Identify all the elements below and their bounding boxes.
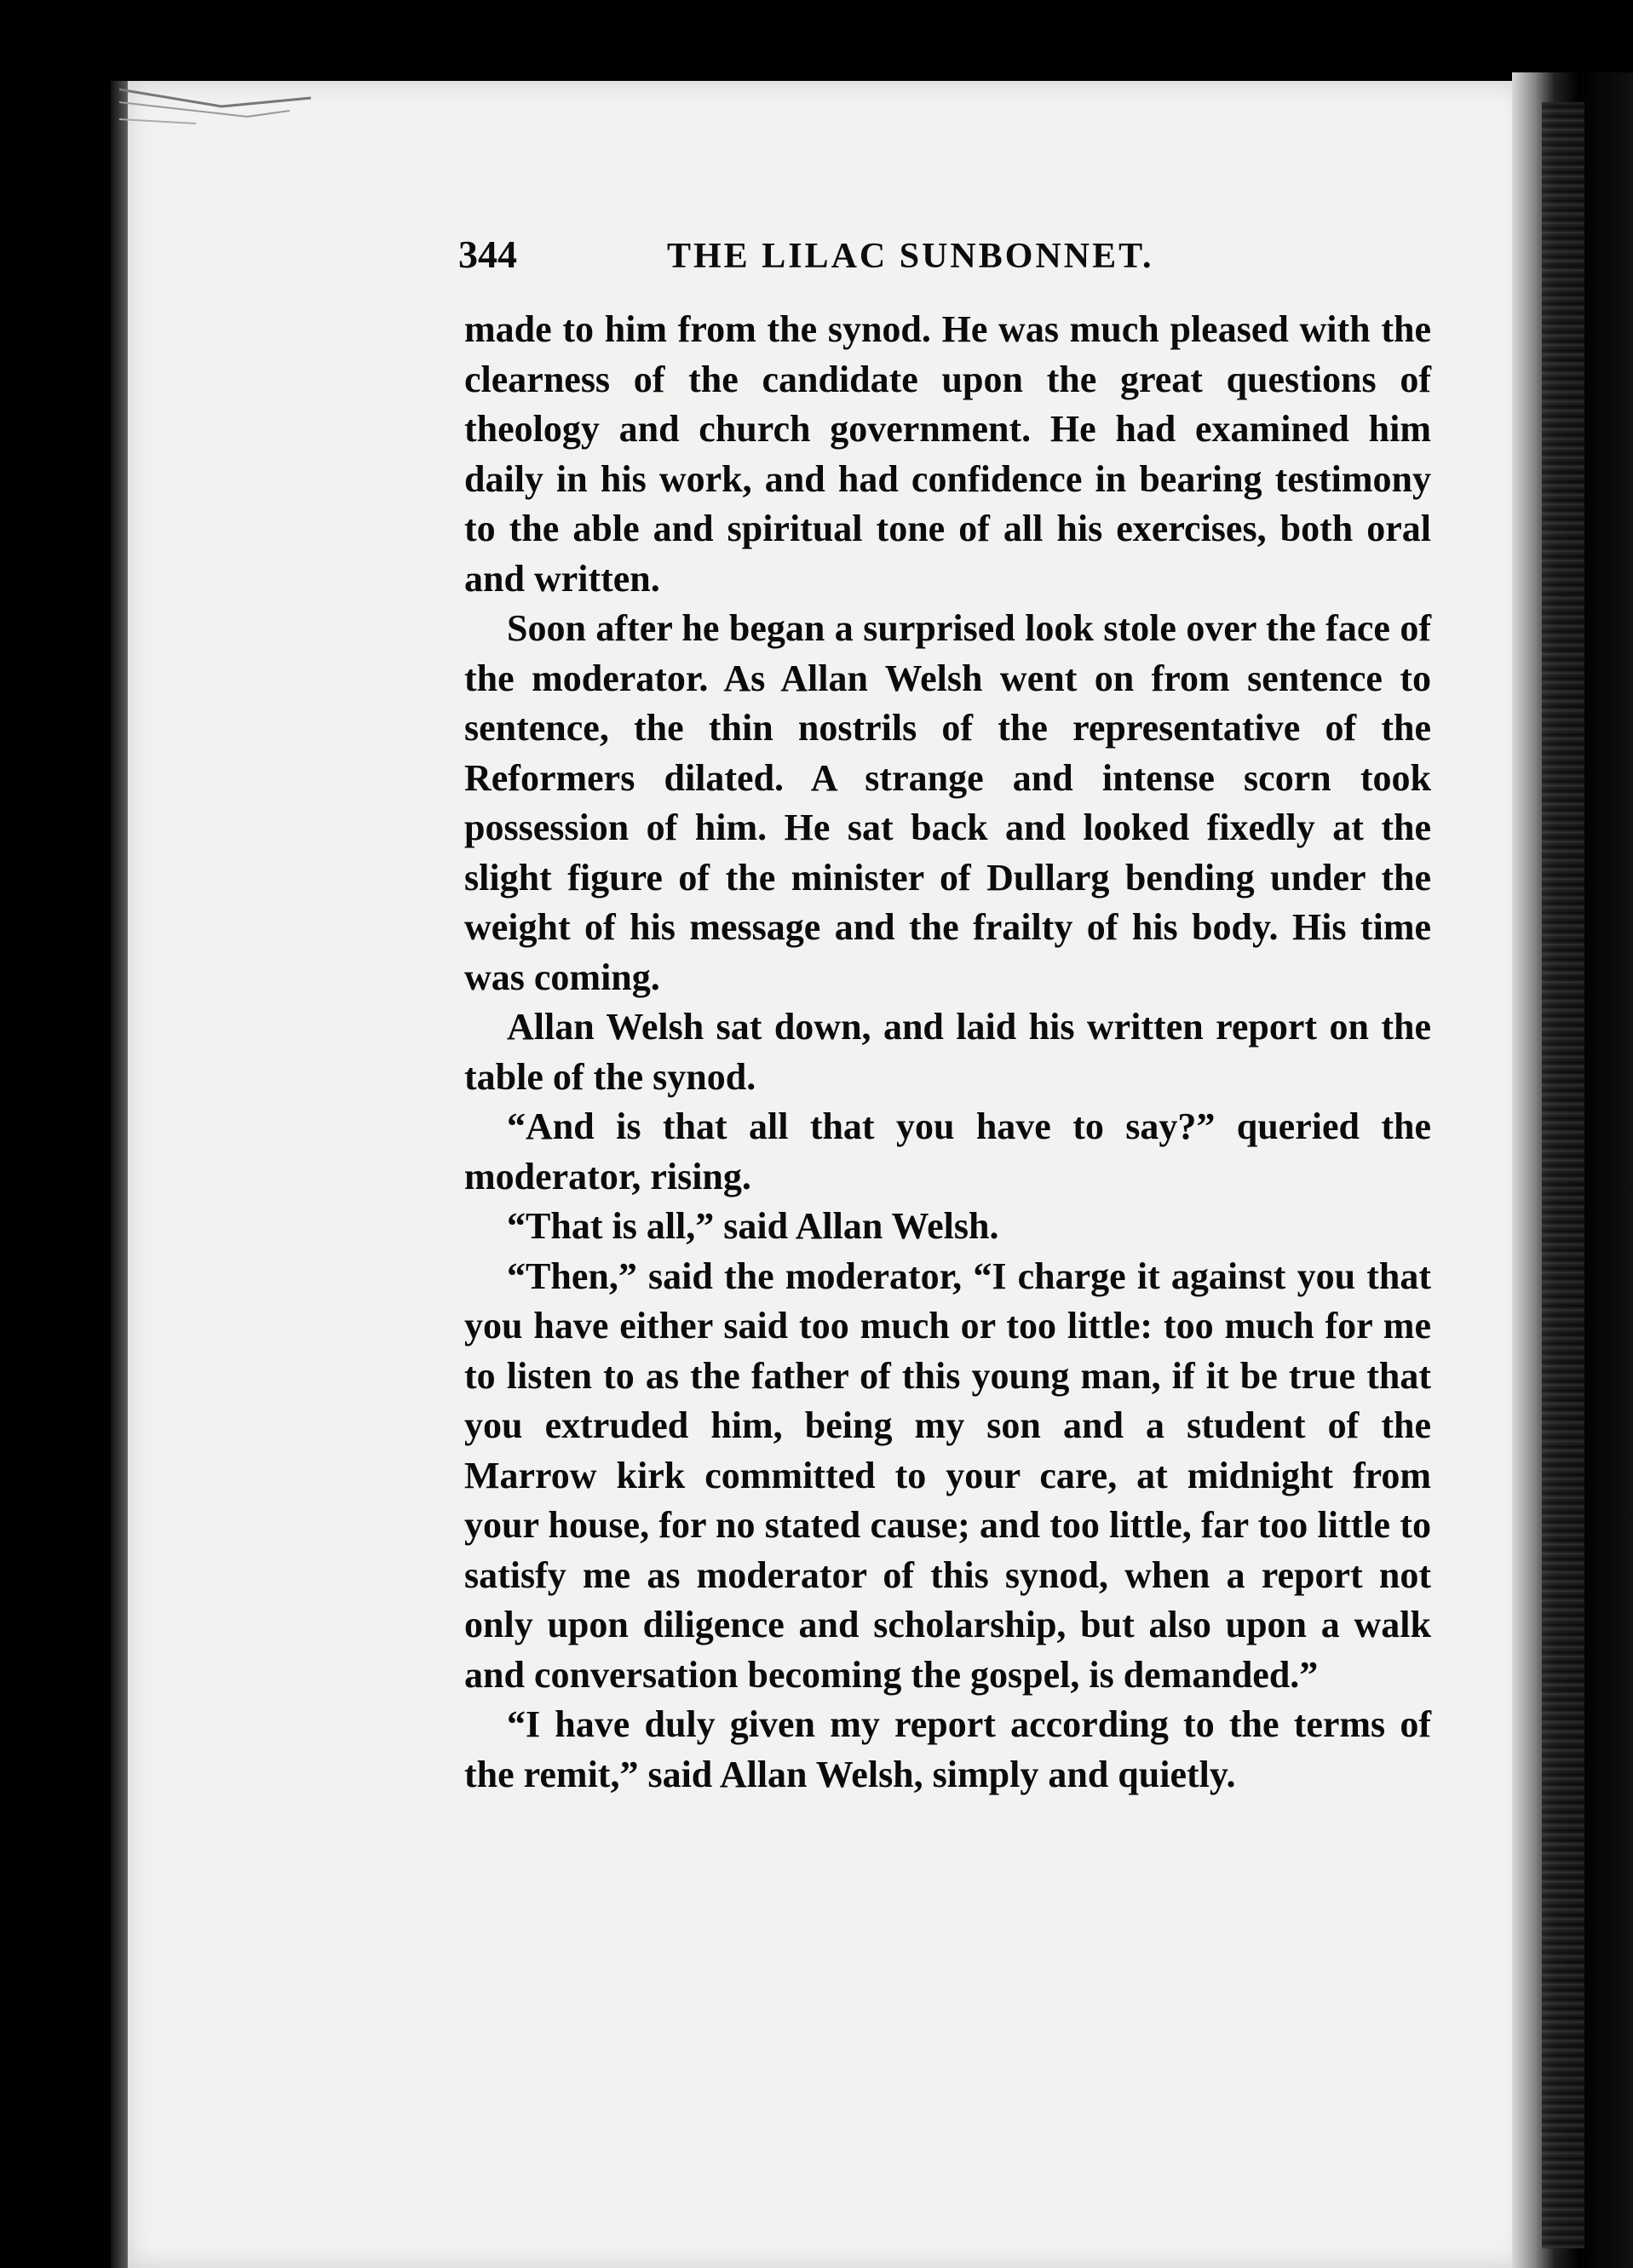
paragraph: “And is that all that you have to say?” queried the moderator, rising. <box>464 1105 1431 1197</box>
binding-shadow <box>1542 102 1584 2248</box>
paragraph: Soon after he began a surprised look stole over the face of the moderator. As Allan Welsh went on from sentence to sentence, the thin nostrils of the representative of the Reformers dilated. A strange and intense scorn took possession of him. He sat back and looked fixedly at the slight figure of the minister of Dullarg bending under the weight of his message and the frailty of his body. His time was coming. <box>464 607 1431 998</box>
paragraph: “That is all,” said Allan Welsh. <box>507 1205 999 1247</box>
running-header <box>458 232 1446 291</box>
paragraph: Allan Welsh sat down, and laid his written report on the table of the synod. <box>464 1006 1431 1098</box>
paragraph: made to him from the synod. He was much pleased with the clearness of the candidate upon the great questions of theology and church government. He had examined him daily in his work, and had confidence in bearing testimony to the able and spiritual tone of all his exercises, both oral and written. <box>464 308 1431 600</box>
paragraph: “I have duly given my report according to the terms of the remit,” said Allan Welsh, simply and quietly. <box>464 1703 1431 1795</box>
page-number: 344 <box>458 233 517 276</box>
corner-crease-mark <box>119 81 315 141</box>
paragraph: “Then,” said the moderator, “I charge it against you that you have either said too much or too little: too much for me to listen to as the father of this young man, if it be true that you extruded him, being my son and a student of the Marrow kirk committed to your care, at midnight from your house, for no stated cause; and too little, far too little to satisfy me as moderator of this synod, when a report not only upon diligence and scholarship, but also upon a walk and conversation becoming the gospel, is demanded.” <box>464 1255 1431 1696</box>
page-body <box>464 305 1431 1800</box>
running-head-title: THE LILAC SUNBONNET. <box>667 237 1154 276</box>
